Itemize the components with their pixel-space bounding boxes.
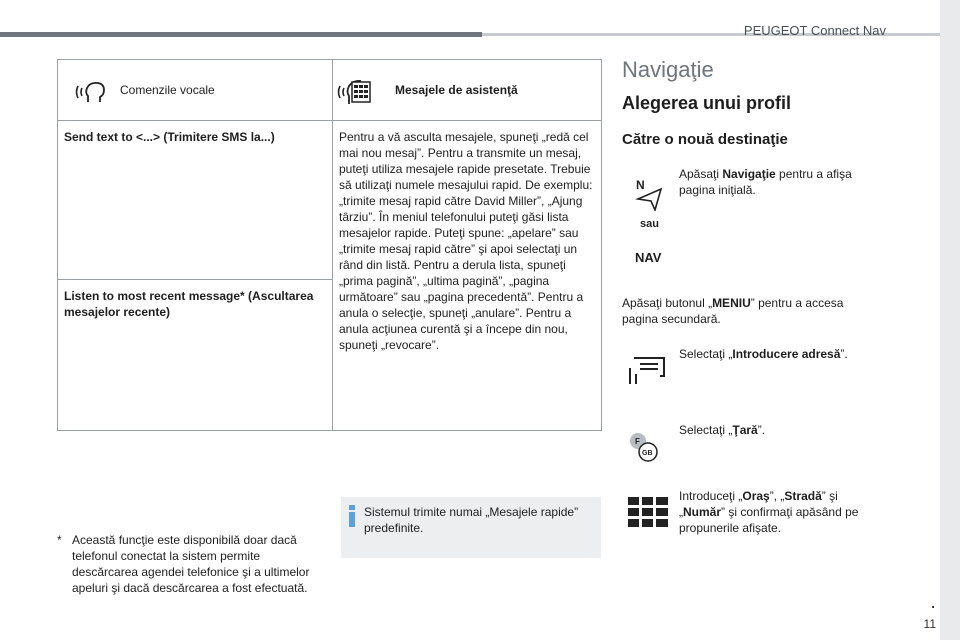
table-header-voice-label: Comenzile vocale	[120, 83, 215, 97]
section-title: Navigaţie	[622, 57, 714, 82]
keyboard-grid-icon	[628, 497, 668, 527]
step5-text: Introduceţi „	[679, 489, 743, 503]
step1-bold: Navigaţie	[722, 167, 776, 181]
page-marker: .	[931, 595, 935, 611]
step1-text: Apăsaţi	[679, 167, 723, 181]
footnote-text: Această funcţie este disponibilă doar dacă telefonul conectat la sistem permite descărcarea agendei telefonice şi a ultimelor apeluri şi dacă descărcarea a fost efectuată.	[72, 533, 310, 595]
step5-text-end: ” şi confirmaţi apăsând pe propunerile afişate.	[679, 505, 859, 535]
enter-address-icon	[628, 356, 666, 386]
table-header-assist	[333, 60, 602, 121]
table-header-voice	[58, 60, 333, 121]
info-box	[341, 497, 601, 558]
nav-button-label: NAV	[635, 250, 662, 265]
header-rule-dark	[0, 32, 482, 37]
step-navigation	[679, 166, 879, 198]
side-strip	[940, 0, 960, 640]
step5-sep2: ” şi „	[679, 489, 838, 519]
step3-text: Selectaţi „	[679, 347, 733, 361]
flag-bottom-label: GB	[642, 450, 653, 457]
step5-bold-city: Oraş	[742, 489, 770, 503]
step4-text-end: ”.	[757, 423, 766, 437]
info-text: Sistemul trimite numai „Mesajele rapide” predefinite.	[364, 505, 579, 535]
step4-text: Selectaţi „	[679, 423, 733, 437]
step-enter-address	[679, 346, 879, 362]
step5-sep1: ”, „	[769, 489, 785, 503]
voice-commands-table	[57, 59, 602, 431]
step3-bold: Introducere adresă	[732, 347, 841, 361]
flag-top-label: F	[635, 437, 640, 446]
info-icon	[347, 505, 357, 527]
destination-heading: Către o nouă destinaţie	[622, 131, 788, 148]
command-listen-recent: Listen to most recent message* (Ascultarea mesajelor recente)	[58, 280, 333, 431]
step2-bold: MENIU	[712, 296, 751, 310]
step-country	[679, 422, 879, 438]
step4-bold: Ţară	[732, 423, 758, 437]
profile-heading: Alegerea unui profil	[622, 93, 792, 113]
step5-bold-street: Stradă	[784, 489, 822, 503]
navigation-compass-icon	[634, 177, 664, 211]
step-menu	[622, 295, 862, 327]
header-brand: PEUGEOT Connect Nav	[743, 23, 886, 38]
voice-assist-icon	[337, 76, 371, 106]
assist-message-text: Pentru a vă asculta mesajele, spuneţi „redă cel mai nou mesaj”. Pentru a transmite un mesaj, puteţi utiliza mesajele rapide presetate. Trebuie să utilizaţi numele mesajului rapid. De exemplu: „trimite mesaj rapid către David Miller”, „Ajung târziu”. În meniul telefonului puteţi găsi lista mesajelor rapide. Puteţi spune: „apelare” sau „trimite mesaj rapid către” şi apoi selectaţi un rând din listă. Pentru a derula lista, spuneţi „prima pagină”, „ultima pagină”, „pagina următoare” sau „pagina precedentă”. Pentru a anula o selecţie, spuneţi „anulare”. Pentru a anula acţiunea curentă şi a începe din nou, spuneţi „revocare”.	[333, 121, 602, 431]
or-label: sau	[640, 218, 659, 230]
step2-text-end: ” pentru a accesa pagina secundară.	[622, 296, 844, 326]
step2-text: Apăsaţi butonul „	[622, 296, 713, 310]
footnote-marker: *	[57, 533, 62, 547]
step-city-street-number	[679, 488, 879, 536]
step1-text-end: pentru a afişa pagina iniţială.	[679, 167, 852, 197]
country-flag-icon	[628, 432, 664, 462]
footnote	[57, 532, 327, 596]
command-send-text: Send text to <...> (Trimitere SMS la...)	[58, 121, 333, 280]
step5-bold-number: Număr	[683, 505, 722, 519]
table-header-assist-label: Mesajele de asistenţă	[395, 83, 518, 97]
step3-text-end: ”.	[840, 347, 848, 361]
compass-letter: N	[636, 178, 645, 192]
voice-command-icon	[74, 76, 108, 106]
page-number: 11	[923, 617, 936, 631]
